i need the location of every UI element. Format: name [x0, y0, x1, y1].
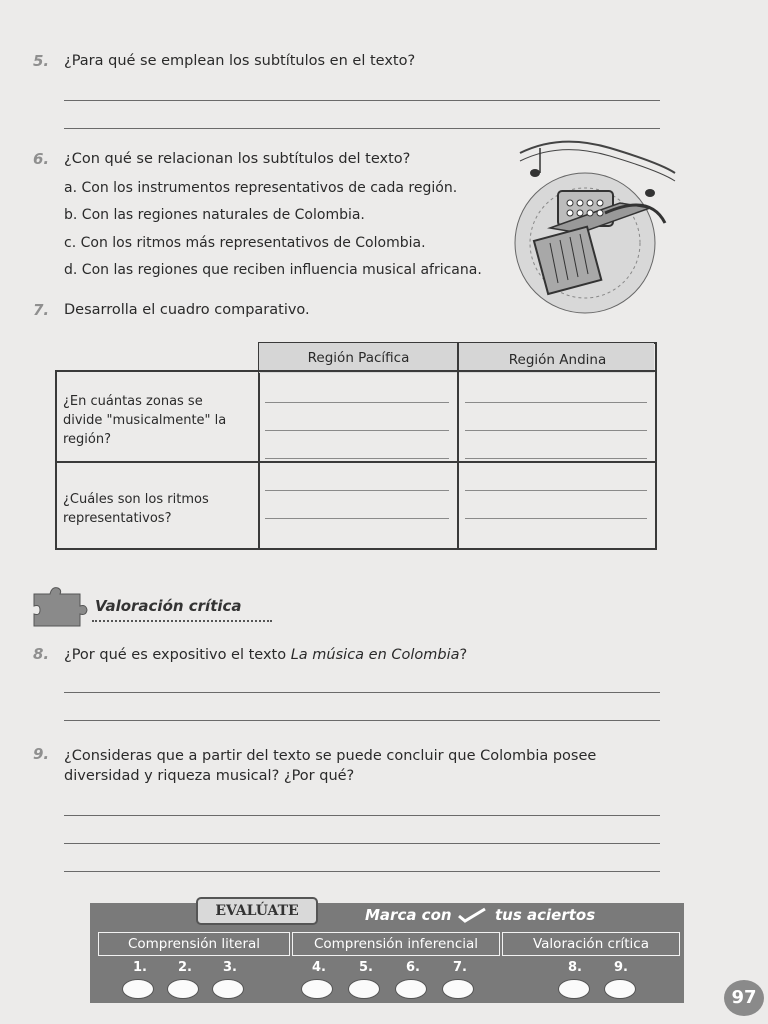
question-7-number: 7. [33, 301, 50, 319]
table-header-divider [258, 370, 655, 372]
cell-answer-line[interactable] [465, 490, 647, 491]
table-row-divider [55, 461, 655, 463]
comparative-table [55, 340, 657, 548]
option-a[interactable]: a. Con los instrumentos representativos de cada región. [64, 180, 458, 196]
question-7-text: Desarrolla el cuadro comparativo. [64, 302, 310, 318]
category-valoracion-critica: Valoración crítica [502, 932, 680, 956]
answer-line[interactable] [64, 871, 660, 872]
table-column-divider [457, 342, 459, 548]
answer-oval[interactable] [167, 979, 199, 999]
question-8-number: 8. [33, 645, 50, 663]
answer-line[interactable] [64, 100, 660, 101]
answer-oval[interactable] [558, 979, 590, 999]
cell-answer-line[interactable] [465, 430, 647, 431]
row-label-line: ¿En cuántas zonas se [63, 394, 203, 409]
question-9-line1: ¿Consideras que a partir del texto se puede concluir que Colombia posee [64, 748, 597, 764]
answer-oval[interactable] [212, 979, 244, 999]
answer-line[interactable] [64, 692, 660, 693]
page-number: 97 [724, 980, 764, 1016]
cell-answer-line[interactable] [265, 518, 449, 519]
answer-oval[interactable] [348, 979, 380, 999]
row-label-line: región? [63, 432, 112, 447]
question-9-number: 9. [33, 745, 50, 763]
question-5-number: 5. [33, 52, 50, 70]
answer-line[interactable] [64, 815, 660, 816]
answer-oval[interactable] [604, 979, 636, 999]
item-number: 9. [614, 960, 628, 975]
column-header-andina: Región Andina [508, 352, 607, 368]
evaluate-badge: EVALÚATE [196, 897, 318, 925]
cell-answer-line[interactable] [265, 402, 449, 403]
answer-line[interactable] [64, 843, 660, 844]
cell-answer-line[interactable] [265, 458, 449, 459]
question-9-line2: diversidad y riqueza musical? ¿Por qué? [64, 768, 355, 784]
item-number: 4. [312, 960, 326, 975]
question-5-text: ¿Para qué se emplean los subtítulos en el texto? [64, 53, 416, 69]
row-label-line: ¿Cuáles son los ritmos [63, 492, 209, 507]
evaluate-box [90, 903, 684, 1003]
checkmark-icon [457, 907, 487, 923]
answer-oval[interactable] [301, 979, 333, 999]
answer-oval[interactable] [395, 979, 427, 999]
q8-text-part: ¿Por qué es expositivo el texto [64, 647, 291, 663]
question-6-text: ¿Con qué se relacionan los subtítulos del texto? [64, 151, 411, 167]
question-8-text [64, 647, 467, 663]
q8-text-title: La música en Colombia [290, 647, 460, 663]
section-dotted-underline [92, 620, 272, 622]
evaluate-instruction-end: tus aciertos [495, 906, 596, 924]
option-d[interactable]: d. Con las regiones que reciben influencia musical africana. [64, 262, 482, 278]
q8-text-part: ? [459, 647, 468, 663]
cell-answer-line[interactable] [265, 490, 449, 491]
cell-answer-line[interactable] [465, 402, 647, 403]
row-label-zonas [63, 392, 226, 449]
question-6-number: 6. [33, 150, 50, 168]
item-number: 8. [568, 960, 582, 975]
answer-oval[interactable] [122, 979, 154, 999]
item-number: 3. [223, 960, 237, 975]
answer-line[interactable] [64, 128, 660, 129]
answer-line[interactable] [64, 720, 660, 721]
section-title: Valoración crítica [95, 597, 242, 615]
option-c[interactable]: c. Con los ritmos más representativos de Colombia. [64, 235, 426, 251]
accordion-music-illustration [500, 133, 690, 323]
row-label-line: representativos? [63, 511, 172, 526]
cell-answer-line[interactable] [265, 430, 449, 431]
item-number: 6. [406, 960, 420, 975]
item-number: 2. [178, 960, 192, 975]
category-comprension-literal: Comprensión literal [98, 932, 290, 956]
option-b[interactable]: b. Con las regiones naturales de Colombia. [64, 207, 365, 223]
row-label-line: divide "musicalmente" la [63, 413, 227, 428]
evaluate-instruction-start: Marca con [365, 906, 452, 924]
cell-answer-line[interactable] [465, 518, 647, 519]
row-label-ritmos [63, 490, 209, 528]
puzzle-icon [30, 580, 90, 628]
item-number: 1. [133, 960, 147, 975]
column-header-pacifica: Región Pacífica [307, 350, 410, 366]
item-number: 5. [359, 960, 373, 975]
category-comprension-inferencial: Comprensión inferencial [292, 932, 500, 956]
answer-oval[interactable] [442, 979, 474, 999]
cell-answer-line[interactable] [465, 458, 647, 459]
item-number: 7. [453, 960, 467, 975]
